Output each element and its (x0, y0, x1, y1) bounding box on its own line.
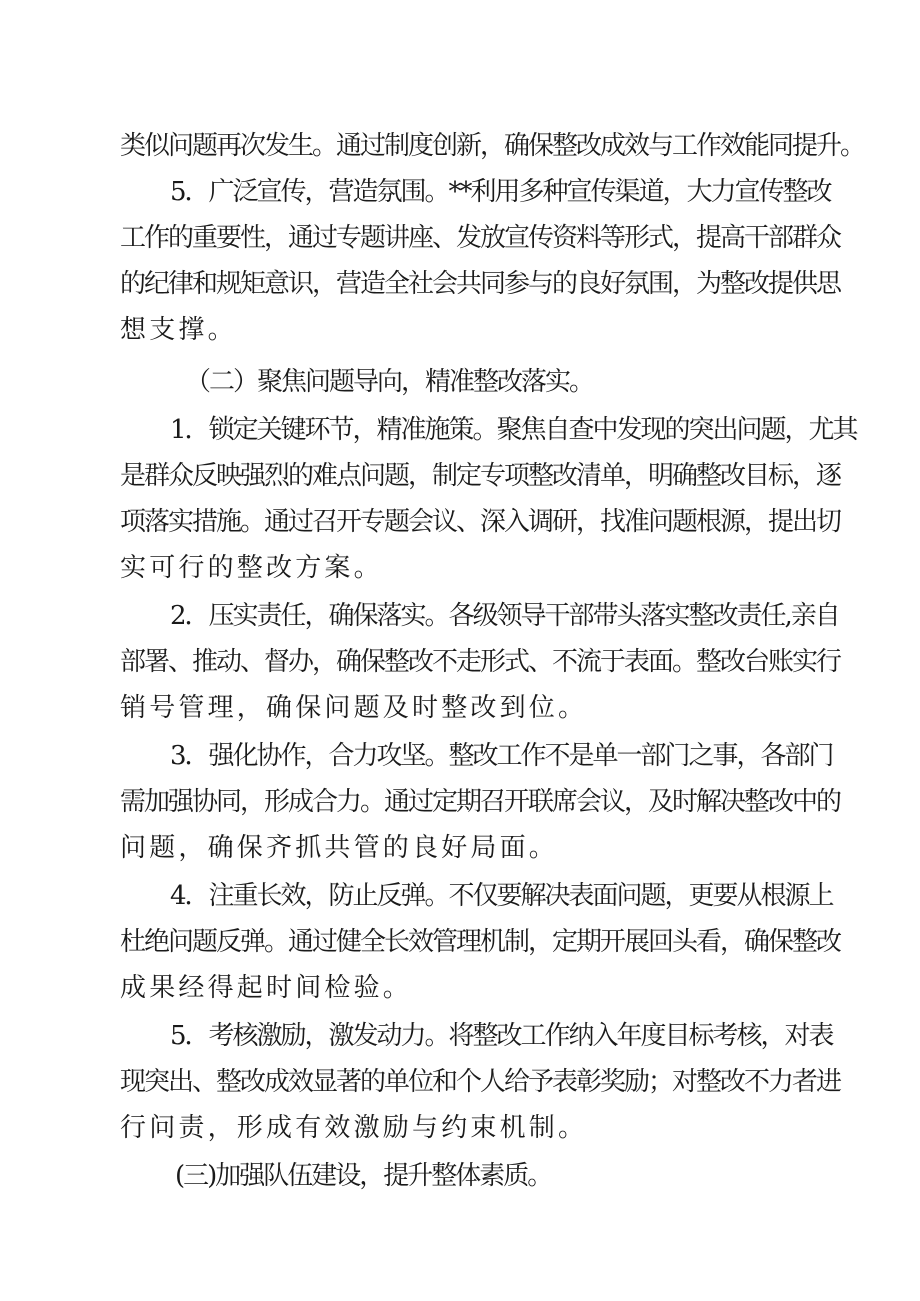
paragraph-line: 销号管理，确保问题及时整改到位。 (120, 693, 588, 723)
paragraph-line: 杜绝问题反弹。通过健全长效管理机制，定期开展回头看，确保整改 (120, 927, 841, 957)
paragraph-line: 工作的重要性，通过专题讲座、发放宣传资料等形式，提高干部群众 (120, 223, 841, 253)
paragraph-line: 5．考核激励，激发动力。将整改工作纳入年度目标考核，对表 (170, 1021, 833, 1051)
paragraph-line: 3．强化协作，合力攻坚。整改工作不是单一部门之事，各部门 (170, 741, 833, 771)
paragraph-line: 1．锁定关键环节，精准施策。聚焦自查中发现的突出问题，尤其 (170, 415, 857, 445)
paragraph-line: 5．广泛宣传，营造氛围。**利用多种宣传渠道，大力宣传整改 (170, 177, 831, 207)
paragraph-line: 的纪律和规矩意识，营造全社会共同参与的良好氛围，为整改提供思 (120, 269, 841, 299)
paragraph-line: 2．压实责任，确保落实。各级领导干部带头落实整改责任,亲自 (170, 601, 839, 631)
section-heading: （二）聚焦问题导向，精准整改落实。 (185, 367, 594, 397)
paragraph-line: 类似问题再次发生。通过制度创新，确保整改成效与工作效能同提升。 (120, 131, 865, 161)
paragraph-line: 是群众反映强烈的难点问题，制定专项整改清单，明确整改目标，逐 (120, 461, 841, 491)
paragraph-line: 想支撑。 (120, 315, 237, 345)
paragraph-line: 项落实措施。通过召开专题会议、深入调研，找准问题根源，提出切 (120, 507, 841, 537)
paragraph-line: 问题，确保齐抓共管的良好局面。 (120, 833, 559, 863)
paragraph-line: 行问责，形成有效激励与约束机制。 (120, 1113, 588, 1143)
paragraph-line: 成果经得起时间检验。 (120, 973, 413, 1003)
paragraph-line: 现突出、整改成效显著的单位和个人给予表彰奖励；对整改不力者进 (120, 1067, 841, 1097)
paragraph-line: 4．注重长效，防止反弹。不仅要解决表面问题，更要从根源上 (170, 881, 833, 911)
paragraph-line: 需加强协同，形成合力。通过定期召开联席会议，及时解决整改中的 (120, 787, 841, 817)
paragraph-line: 实可行的整改方案。 (120, 553, 383, 583)
paragraph-line: 部署、推动、督办，确保整改不走形式、不流于表面。整改台账实行 (120, 647, 841, 677)
section-heading: (三)加强队伍建设，提升整体素质。 (175, 1161, 552, 1191)
